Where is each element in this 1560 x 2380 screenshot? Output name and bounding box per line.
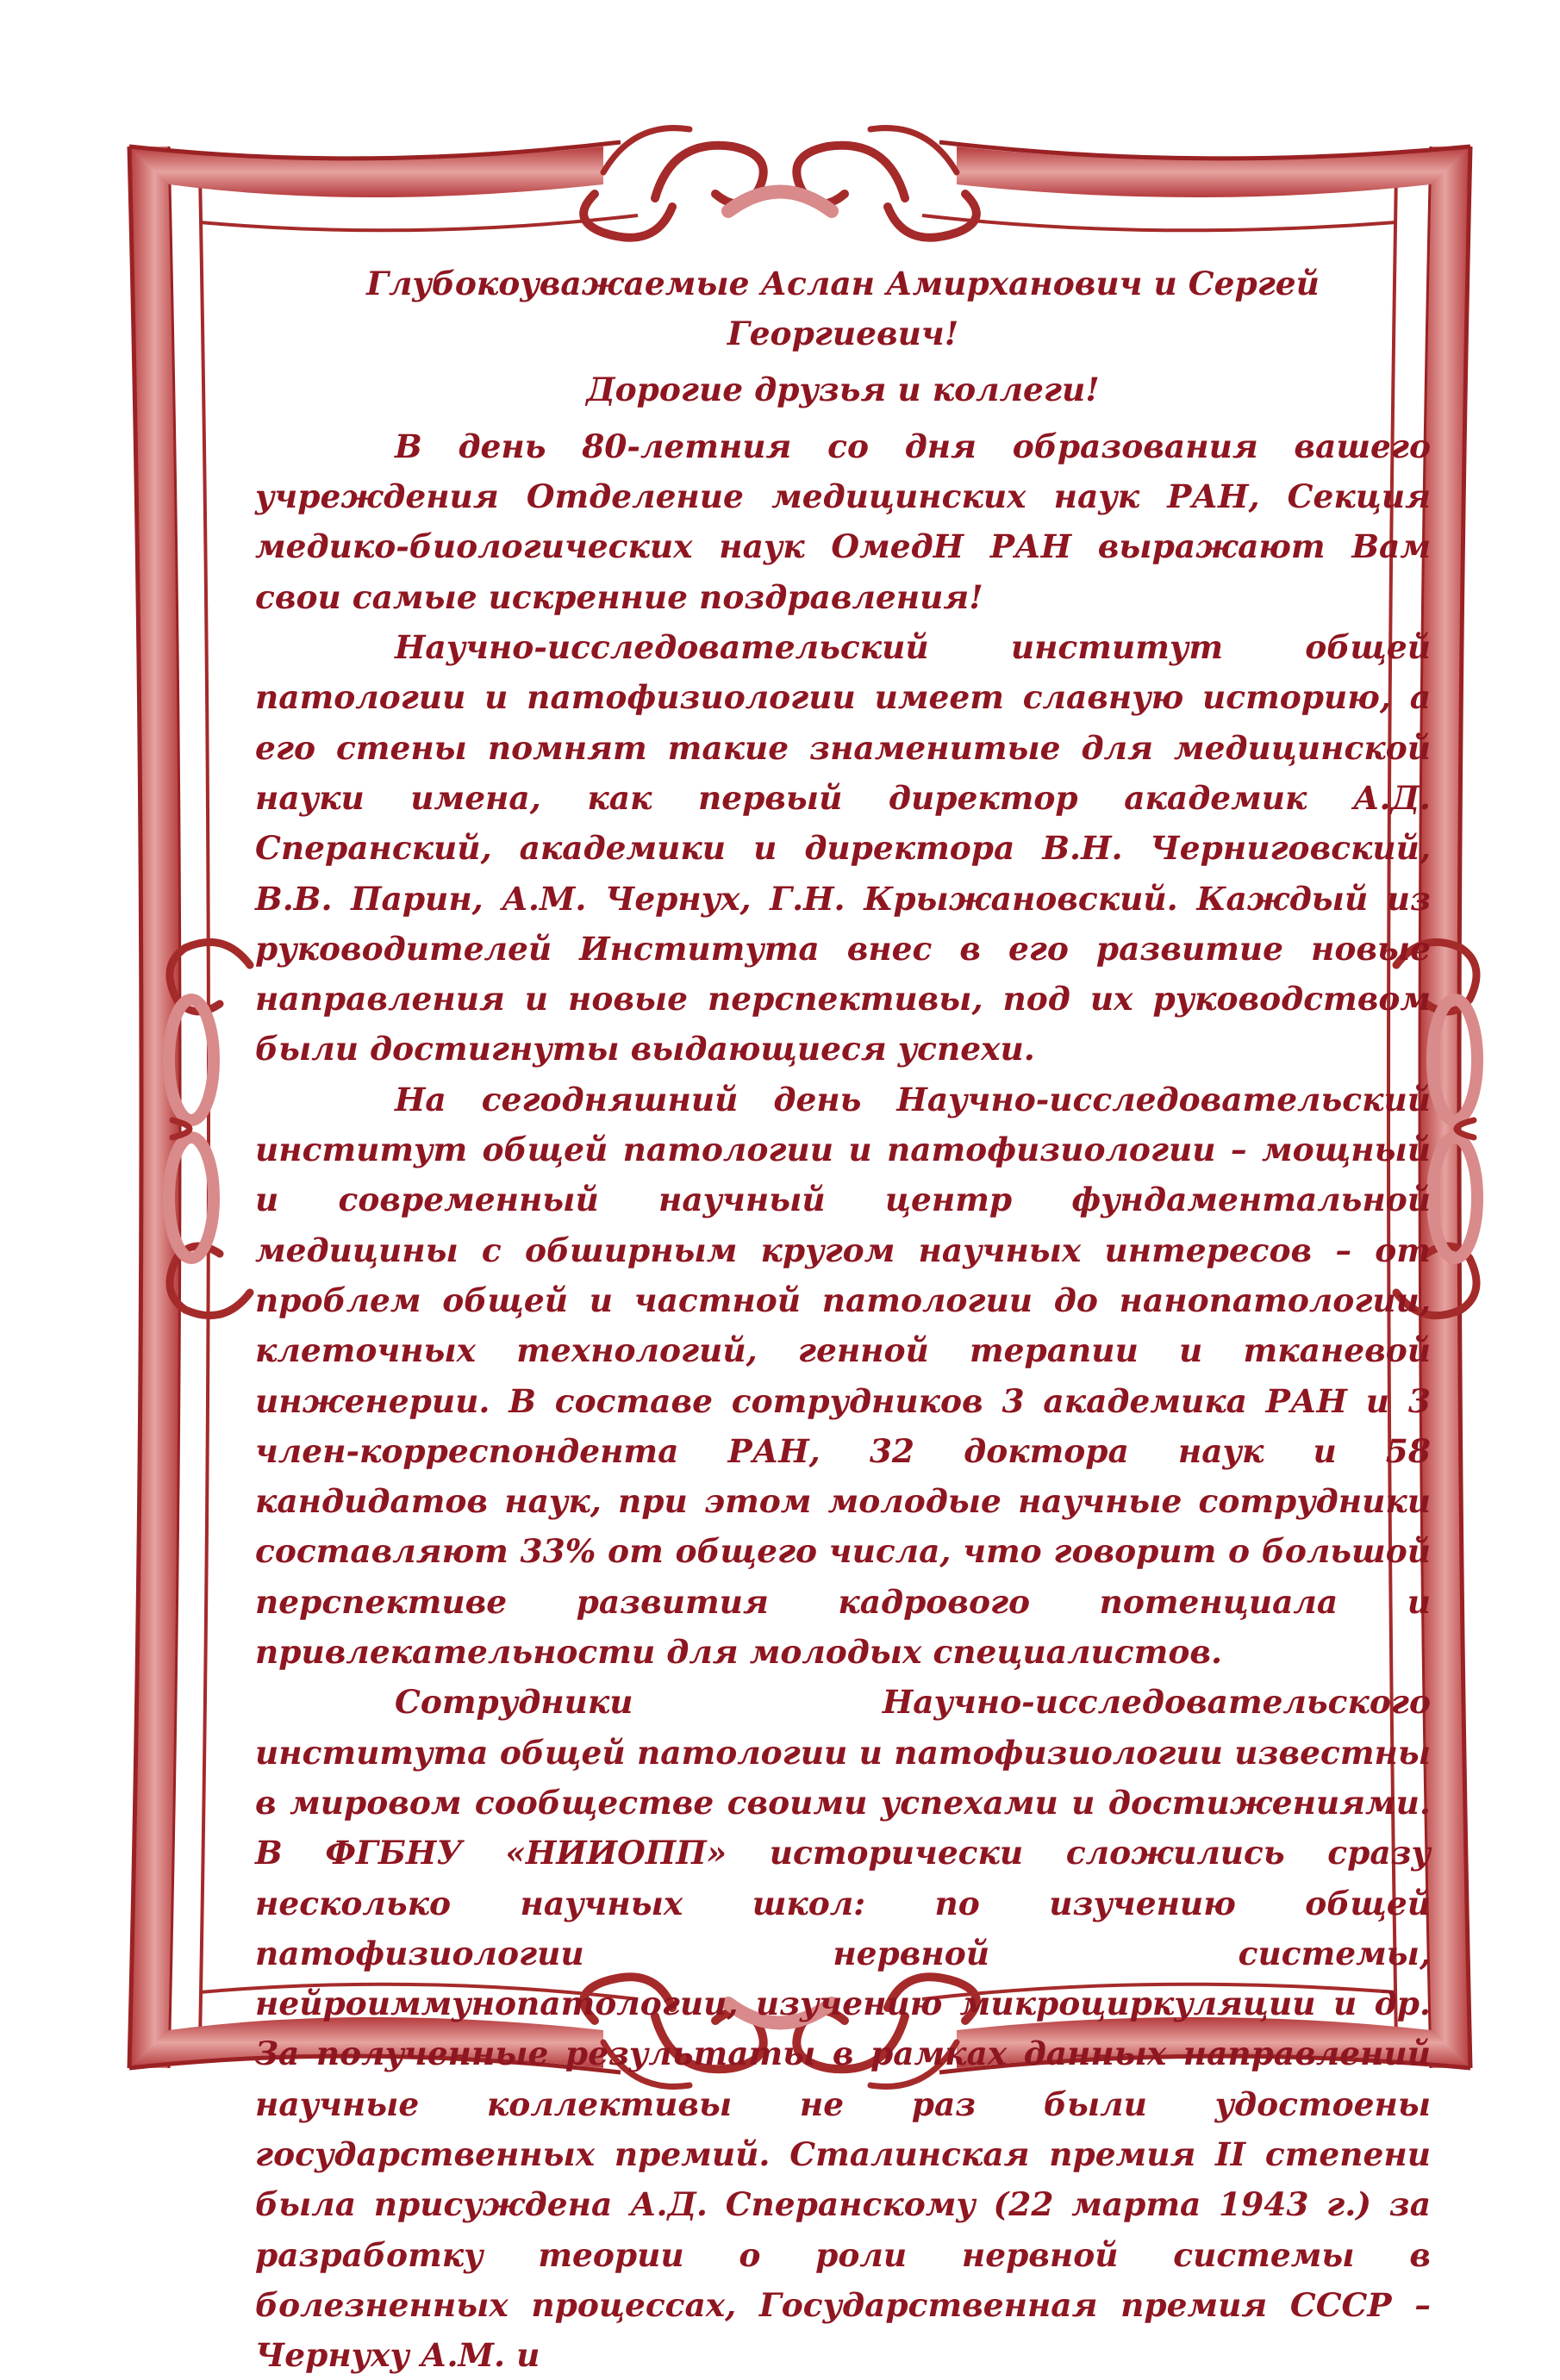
paragraph-achievements: Сотрудники Научно-исследовательского института общей патологии и патофизиологии известны в мировом сообществе своими успехами и достижениями. В ФГБНУ «НИИОПП» исторически сложились сразу несколько научных школ: по изучению общей патофизиологии нервной системы, нейроиммунопатологии, изучению микроциркуляции и др. За полученные результаты в рамках данных направлений научные коллективы не раз были удостоены государственных премий. Сталинская премия II степени была присуждена А.Д. Сперанскому (22 марта 1943 г.) за разработку теории о роли нервной системы в болезненных процессах, Государственная премия СССР – Чернуху А.М. и	[255, 1683, 1431, 2375]
congratulation-letter	[255, 248, 1431, 2375]
frame-left-band	[129, 146, 209, 2068]
salutation-line-2: Дорогие друзья и коллеги!	[586, 370, 1100, 408]
paragraph-history: Научно-исследовательский институт общей патологии и патофизиологии имеет славную историю, а его стены помнят такие знаменитые для медицинской науки имена, как первый директор академик А.Д. Сперанский, академики и директора В.Н. Черниговский, В.В. Парин, А.М. Чернух, Г.Н. Крыжановский. Каждый из руководителей Института внес в его развитие новые направления и новые перспективы, под их руководством были достигнуты выдающиеся успехи.	[255, 628, 1431, 1069]
top-scroll-ornament	[583, 128, 977, 238]
paragraph-greeting: В день 80-летния со дня образования вашего учреждения Отделение медицинских наук РАН, Секция медико-биологических наук ОмедН РАН выражают Вам свои самые искренние поздравления!	[255, 427, 1431, 616]
salutation-line-1: Глубокоуважаемые Аслан Амирханович и Сергей Георгиевич!	[366, 265, 1320, 353]
paragraph-present-day: На сегодняшний день Научно-исследовательский институт общей патологии и патофизиологии – мощный и современный научный центр фундаментальной медицины с обширным кругом научных интересов – от проблем общей и частной патологии до нанопатологии, клеточных технологий, генной терапии и тканевой инженерии. В составе сотрудников 3 академика РАН и 3 член-корреспондента РАН, 32 доктора наук и 58 кандидатов наук, при этом молодые научные сотрудники составляют 33% от общего числа, что говорит о большой перспективе развития кадрового потенциала и привлекательности для молодых специалистов.	[255, 1080, 1431, 1672]
